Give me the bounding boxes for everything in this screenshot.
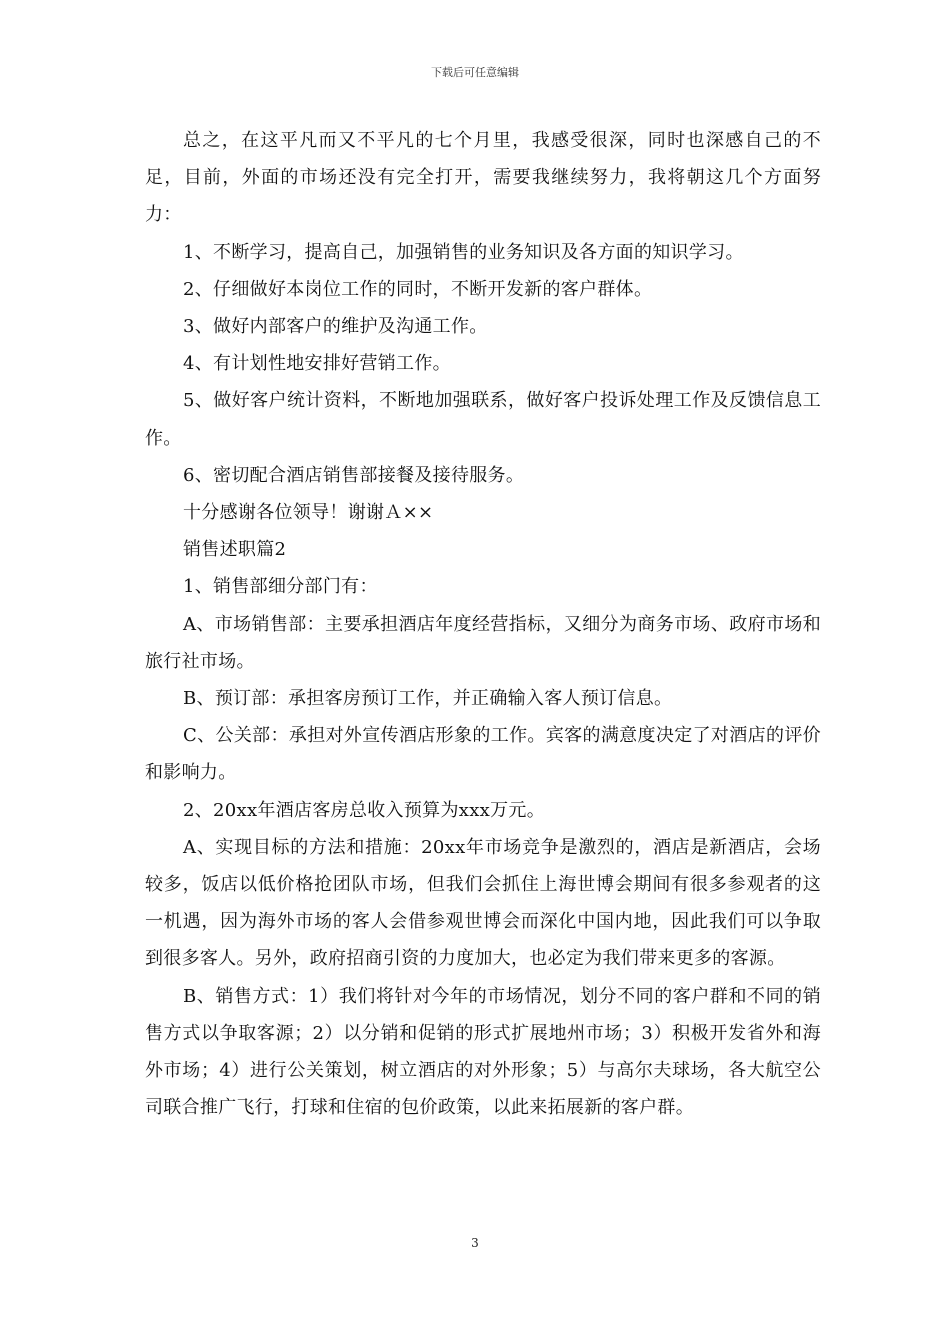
- document-body: [145, 122, 821, 1126]
- paragraph: 6、密切配合酒店销售部接餐及接待服务。: [183, 464, 525, 486]
- paragraph: A、实现目标的方法和措施：20xx年市场竞争是激烈的，酒店是新酒店，会场较多，饭店以低价格抢团队市场，但我们会抓住上海世博会期间有很多参观者的这一机遇，因为海外市场的客人会借参观世博会而深化中国内地，因此我们可以争取到很多客人。另外，政府招商引资的力度加大，也必定为我们带来更多的客源。: [145, 836, 821, 970]
- paragraph: B、销售方式：1）我们将针对今年的市场情况，划分不同的客户群和不同的销售方式以争取客源；2）以分销和促销的形式扩展地州市场；3）积极开发省外和海外市场；4）进行公关策划，树立酒店的对外形象；5）与高尔夫球场，各大航空公司联合推广飞行，打球和住宿的包价政策，以此来拓展新的客户群。: [145, 985, 821, 1119]
- paragraph: B、预订部：承担客房预订工作，并正确输入客人预订信息。: [183, 688, 673, 710]
- paragraph: C、公关部：承担对外宣传酒店形象的工作。宾客的满意度决定了对酒店的评价和影响力。: [145, 725, 821, 784]
- paragraph: 1、销售部细分部门有：: [183, 576, 378, 598]
- paragraph: 3、做好内部客户的维护及沟通工作。: [183, 316, 488, 338]
- paragraph: 1、不断学习，提高自己，加强销售的业务知识及各方面的知识学习。: [183, 241, 744, 263]
- page-header-note: 下载后可任意编辑: [431, 66, 519, 79]
- page-number: 3: [471, 1236, 479, 1250]
- paragraph: 十分感谢各位领导！谢谢Ａ××: [183, 502, 434, 524]
- paragraph: 2、仔细做好本岗位工作的同时，不断开发新的客户群体。: [183, 278, 653, 300]
- paragraph: 4、有计划性地安排好营销工作。: [183, 353, 451, 375]
- paragraph: A、市场销售部：主要承担酒店年度经营指标，又细分为商务市场、政府市场和旅行社市场。: [145, 613, 821, 672]
- paragraph: 5、做好客户统计资料，不断地加强联系，做好客户投诉处理工作及反馈信息工作。: [145, 390, 821, 449]
- section-heading: 销售述职篇2: [183, 539, 287, 561]
- paragraph: 2、20xx年酒店客房总收入预算为xxx万元。: [183, 799, 546, 821]
- paragraph: 总之，在这平凡而又不平凡的七个月里，我感受很深，同时也深感自己的不足，目前，外面的市场还没有完全打开，需要我继续努力，我将朝这几个方面努力：: [145, 130, 821, 226]
